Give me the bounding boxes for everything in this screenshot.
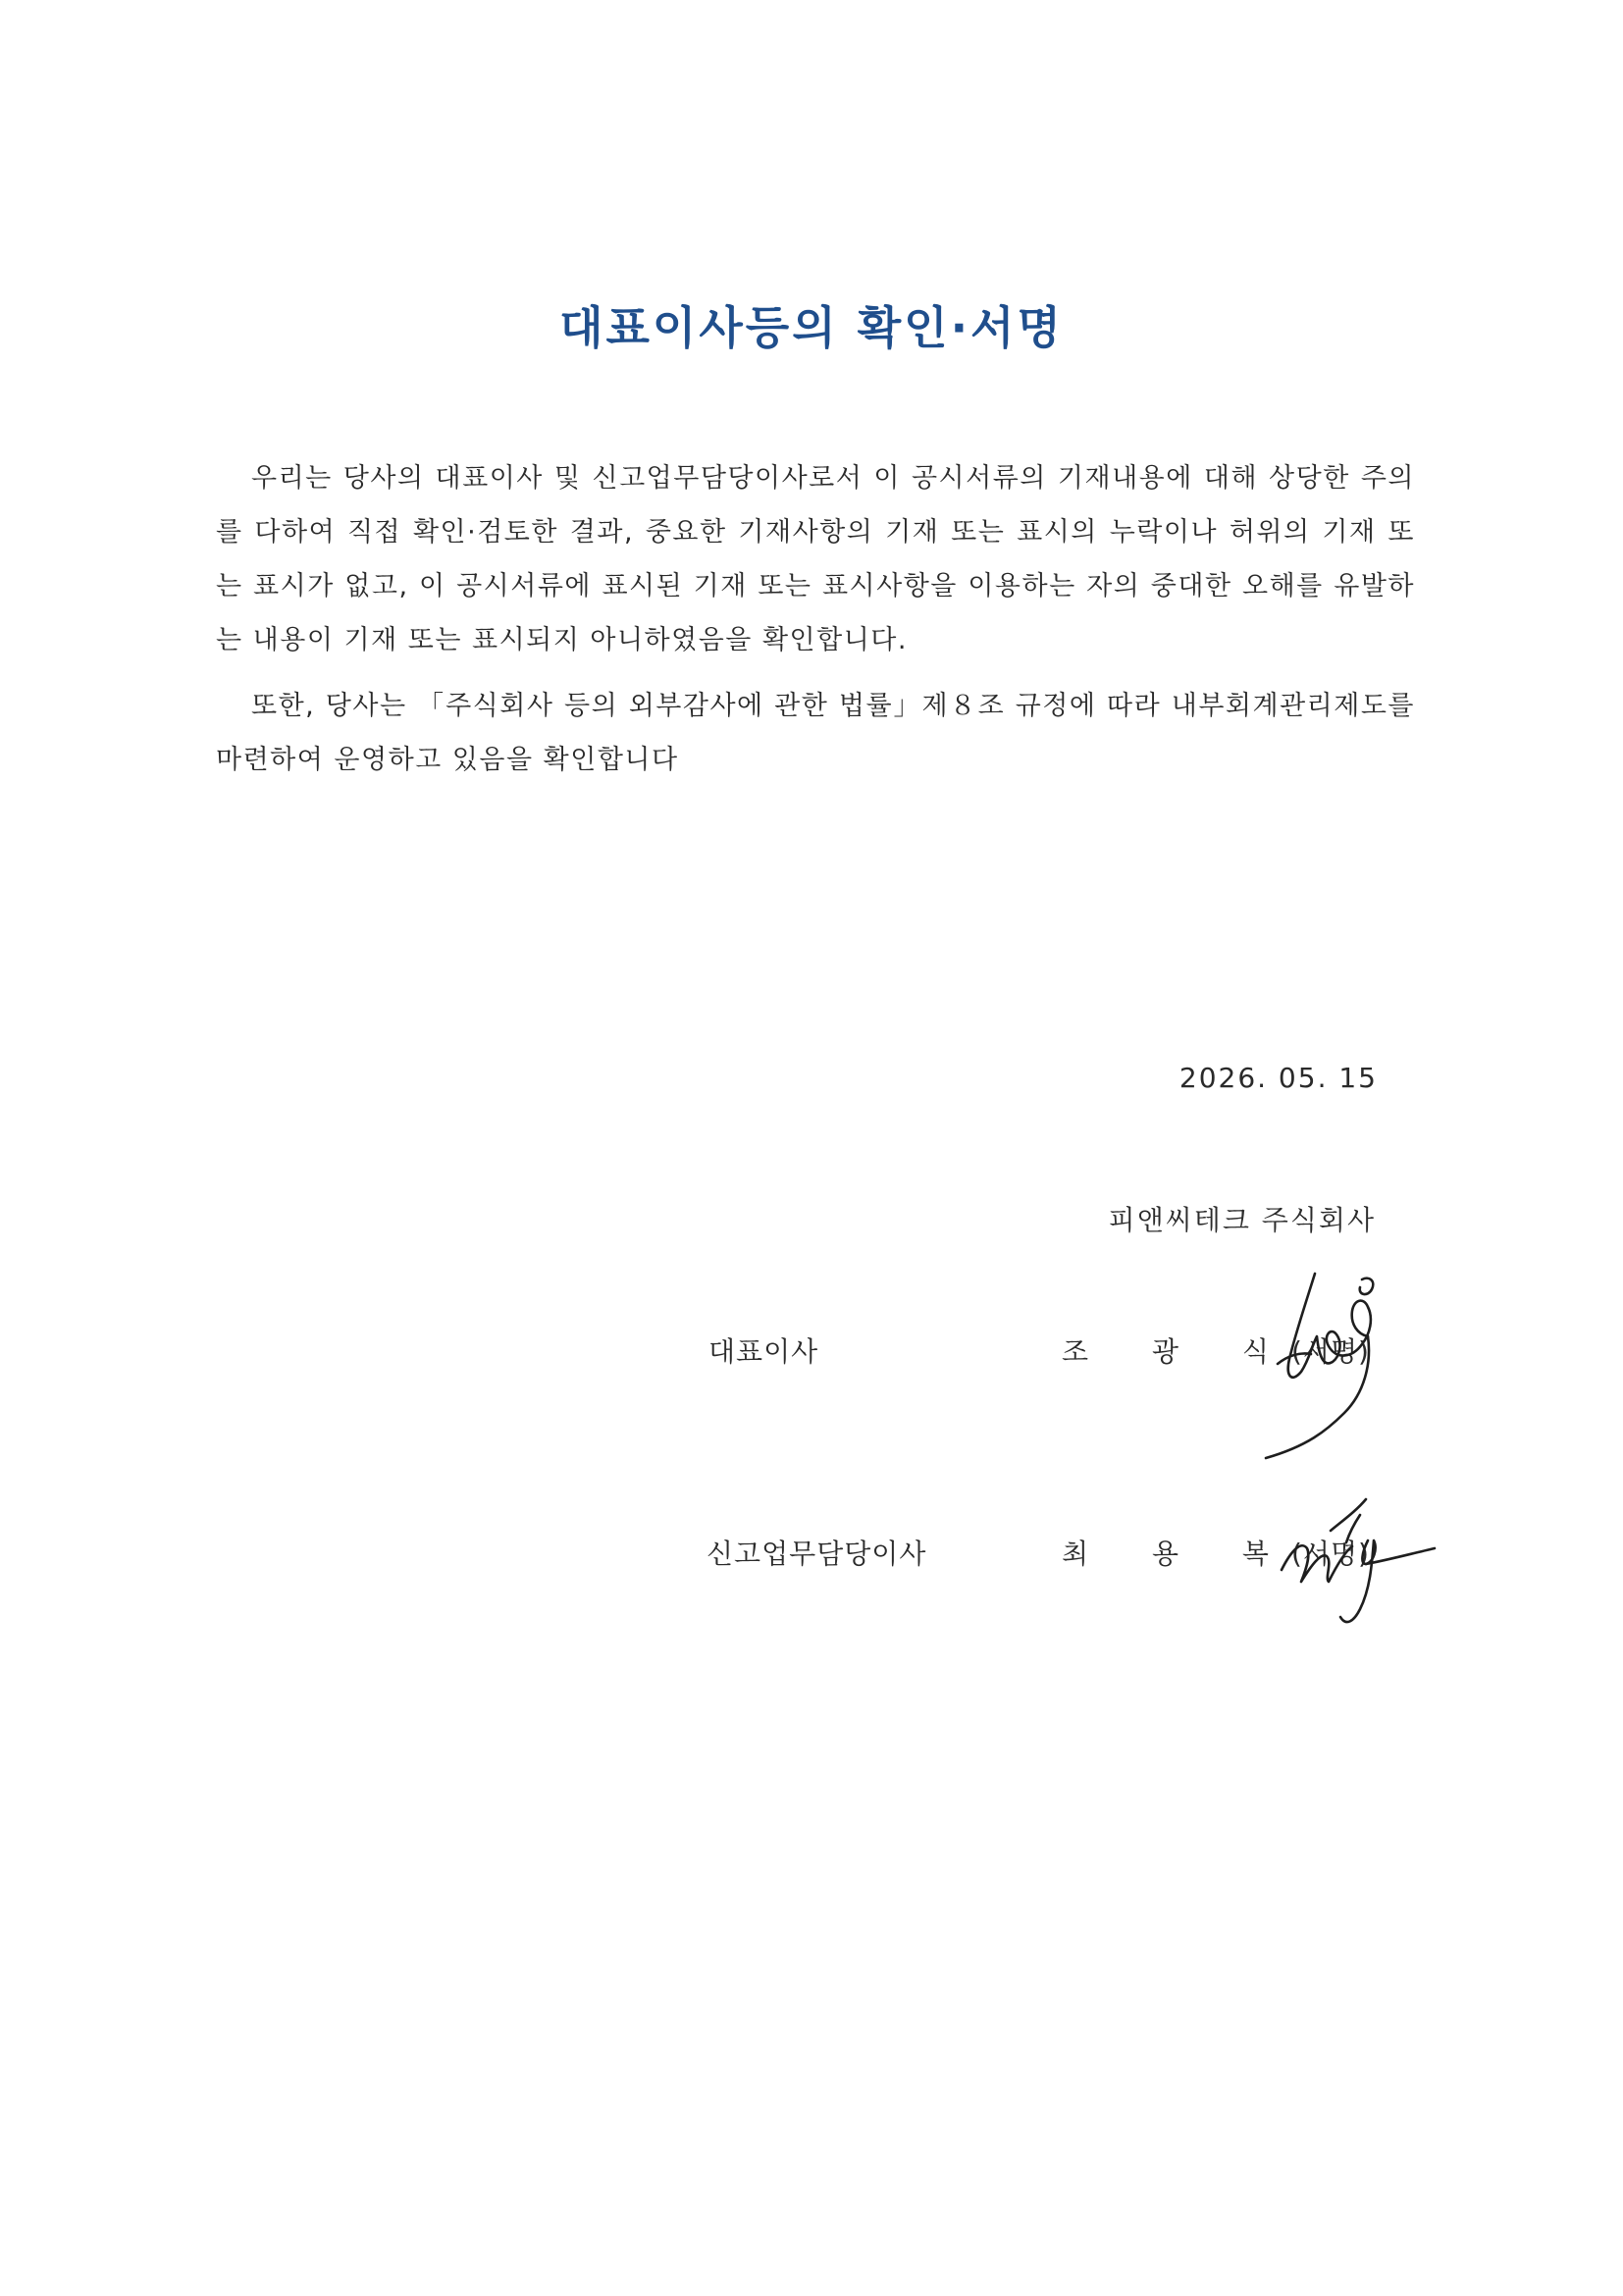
- document-date: 2026. 05. 15: [1178, 1062, 1378, 1094]
- signatory-role: 대표이사: [708, 1335, 819, 1368]
- signatory-name: 최 용 복: [1062, 1538, 1296, 1570]
- signatory-name: 조 광 식: [1062, 1335, 1296, 1368]
- document-body: [216, 451, 1415, 799]
- document-title: 대표이사등의 확인·서명: [559, 301, 1064, 354]
- disclosure-officer-signature: [1272, 1491, 1439, 1639]
- company-name: 피앤씨테크 주식회사: [1108, 1204, 1376, 1236]
- confirmation-paragraph: 우리는 당사의 대표이사 및 신고업무담당이사로서 이 공시서류의 기재내용에 대해 상당한 주의를 다하여 직접 확인·검토한 결과, 중요한 기재사항의 기재 또는 표시의 누락이나 허위의 기재 또는 표시가 없고, 이 공시서류에 표시된 기재 또는 표시사항을 이용하는 자의 중대한 오해를 유발하는 내용이 기재 또는 표시되지 아니하였음을 확인합니다.: [216, 463, 1415, 655]
- signature-placeholder: (서명): [1291, 1335, 1370, 1368]
- internal-control-paragraph: 또한, 당사는 「주식회사 등의 외부감사에 관한 법률」제８조 규정에 따라 내부회계관리제도를 마련하여 운영하고 있음을 확인합니다: [216, 691, 1415, 775]
- signatory-role: 신고업무담당이사: [707, 1538, 927, 1570]
- ceo-signature: [1246, 1266, 1403, 1462]
- signature-placeholder: (서명): [1291, 1538, 1370, 1570]
